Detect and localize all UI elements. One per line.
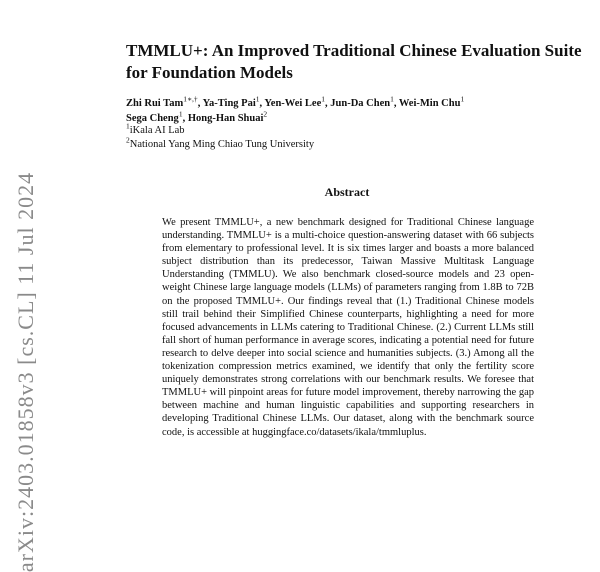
- author-name: Sega Cheng: [126, 113, 179, 124]
- author-name: Zhi Rui Tam: [126, 98, 184, 109]
- author-marks: 1: [460, 94, 465, 104]
- author-marks: 1∗,†: [183, 94, 198, 104]
- affiliation: [126, 135, 315, 152]
- affiliation: [126, 121, 185, 138]
- author-name: Jun-Da Chen: [330, 98, 391, 109]
- author-name: Yen-Wei Lee: [264, 98, 322, 109]
- author-marks: 2: [263, 109, 268, 119]
- author-marks: 1: [255, 94, 260, 104]
- affiliation-name: National Yang Ming Chiao Tung University: [129, 139, 315, 150]
- affiliation-mark: 2: [126, 135, 130, 145]
- author-marks: 1: [321, 94, 326, 104]
- affiliation-mark: 1: [126, 121, 130, 131]
- author-list: Zhi Rui Tam$^{1∗,\dagger}$, Ya-Ting Pai$^1$, Yen-Wei Lee$^1$, Jun-Da Chen$^1$, Wei-Min Chu$^1$ Sega Cheng$^1$, Hong-Han Shuai$^2$: [126, 94, 465, 124]
- author-marks: 1: [390, 94, 394, 104]
- abstract-heading: Abstract: [324, 185, 370, 199]
- author-name: Hong-Han Shuai: [187, 113, 264, 124]
- author-name: Wei-Min Chu: [398, 98, 461, 109]
- author-name: Ya-Ting Pai: [202, 98, 256, 109]
- affiliation-name: iKala AI Lab: [129, 125, 185, 136]
- arxiv-identifier-stamp: arXiv:2403.01858v3 [cs.CL] 11 Jul 2024: [13, 171, 38, 572]
- paper-title: TMMLU+: An Improved Traditional Chinese Evaluation Suite for Foundation Models: [126, 41, 582, 82]
- abstract-text: We present TMMLU+, a new benchmark designed for Traditional Chinese language understanding. TMMLU+ is a multi-choice question-answering dataset with 66 subjects from elementary to professional level. It is six times larger and boasts a more balanced subject distribution than its predecessor, Taiwan Massive Multitask Language Understanding (TMMLU). We also benchmark closed-source models and 23 open-weight Chinese large language models (LLMs) of parameters ranging from 1.8B to 72B on the proposed TMMLU+. Our findings reveal that (1.) Traditional Chinese models still trail behind their Simplified Chinese counterparts, highlighting a need for more focused advancements in LLMs catering to Traditional Chinese. (2.) Current LLMs still fall short of human performance in average scores, indicating a potential need for future research to delve deeper into social science and humanities subjects. (3.) Among all the tokenization compression metrics examined, we identify that only the fertility score uniquely demonstrates strong correlations with our benchmark results. We foresee that TMMLU+ will pinpoint areas for future model improvement, thereby narrowing the gap between machine and human linguistic capabilities and supporting researchers in developing Traditional Chinese LLMs. Our dataset, along with the benchmark source code, is accessible at huggingface.co/datasets/ikala/tmmluplus.: [162, 217, 534, 438]
- author-marks: 1: [178, 109, 183, 119]
